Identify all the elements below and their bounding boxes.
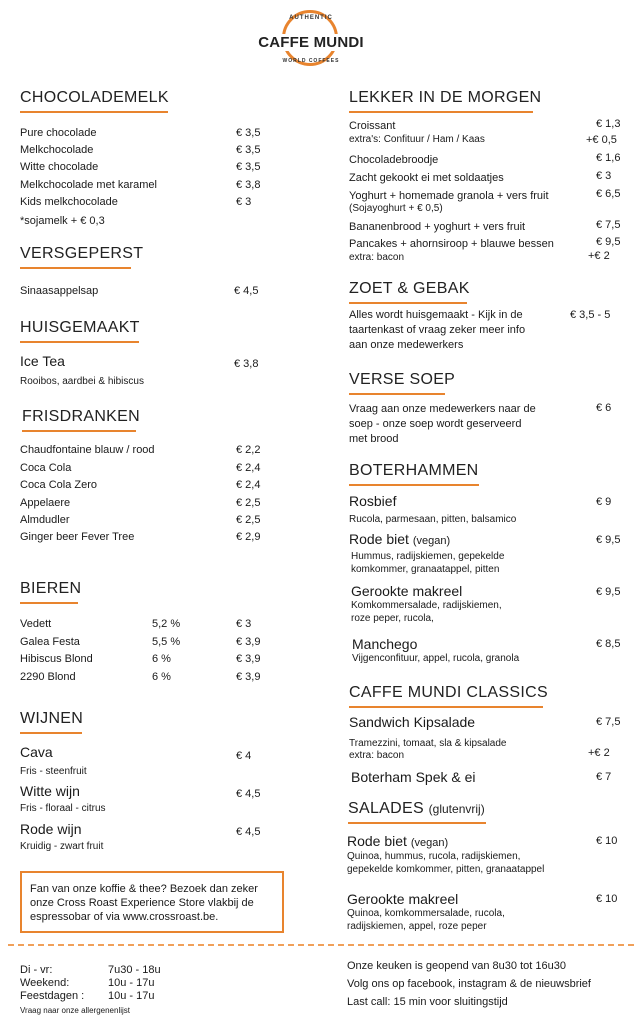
menu-item: Galea Festa xyxy=(20,636,80,648)
menu-price: € 4,5 xyxy=(236,826,261,838)
section-boterhammen-title xyxy=(349,462,479,480)
hours-label: Di - vr: xyxy=(20,964,53,976)
section-title-text: SALADES xyxy=(348,800,424,817)
menu-text-line: taartenkast of vraag zeker meer info xyxy=(349,324,526,336)
menu-item-extra: extra: bacon xyxy=(349,750,405,761)
menu-item: Zacht gekookt ei met soldaatjes xyxy=(349,172,504,184)
section-title-text: HUISGEMAAKT xyxy=(20,319,140,336)
menu-price: € 3,9 xyxy=(236,653,261,665)
section-wijnen-title xyxy=(20,710,83,728)
section-title-text: LEKKER IN DE MORGEN xyxy=(349,89,542,106)
footer-divider xyxy=(8,944,634,946)
menu-text-line: met brood xyxy=(349,433,399,445)
menu-price: € 10 xyxy=(596,835,618,847)
menu-price: € 3,5 xyxy=(236,161,261,173)
section-huisgemaakt-title xyxy=(20,319,140,337)
menu-item: Croissant xyxy=(349,120,396,132)
menu-item-desc: Quinoa, hummus, rucola, radijskiemen, xyxy=(347,851,521,862)
menu-price: € 8,5 xyxy=(596,638,621,650)
menu-price: € 3,5 xyxy=(236,127,261,139)
menu-item: Chocoladebroodje xyxy=(349,154,439,166)
menu-price: € 1,3 xyxy=(596,118,621,130)
menu-text-line: soep - onze soep wordt geserveerd xyxy=(349,418,522,430)
logo-arc-bottom: WORLD COFFEES xyxy=(282,58,340,64)
footer-info: Onze keuken is geopend van 8u30 tot 16u30 xyxy=(347,960,566,972)
glutenvrij-note: (glutenvrij) xyxy=(428,802,485,816)
menu-price: € 9,5 xyxy=(596,236,621,248)
menu-item: Melkchocolade xyxy=(20,144,94,156)
section-title-text: CAFFE MUNDI CLASSICS xyxy=(349,684,548,701)
menu-item: Rosbief xyxy=(349,493,397,509)
menu-price: € 2,4 xyxy=(236,479,261,491)
menu-price: € 6,5 xyxy=(596,188,621,200)
menu-item-extra: (Sojayoghurt + € 0,5) xyxy=(349,203,443,214)
promo-box xyxy=(20,871,284,933)
title-underline xyxy=(20,732,82,734)
menu-price: € 6 xyxy=(596,402,612,414)
menu-price: € 3,5 xyxy=(236,144,261,156)
section-title-text: CHOCOLADEMELK xyxy=(20,89,169,106)
menu-item-name: Rode biet xyxy=(349,531,409,547)
menu-text-line: aan onze medewerkers xyxy=(349,339,464,351)
menu-item: Pancakes + ahornsiroop + blauwe bessen xyxy=(349,238,554,250)
menu-price: € 3 xyxy=(236,196,252,208)
menu-item: Witte wijn xyxy=(20,783,80,799)
title-underline xyxy=(349,302,467,304)
menu-price: € 1,6 xyxy=(596,152,621,164)
menu-price: € 4 xyxy=(236,750,252,762)
title-underline xyxy=(349,484,479,486)
section-salades-title xyxy=(348,800,485,818)
menu-price: € 2,5 xyxy=(236,497,261,509)
section-title-text: ZOET & GEBAK xyxy=(349,280,470,297)
menu-price: € 3,5 - 5 xyxy=(570,309,611,321)
menu-extra-price: +€ 2 xyxy=(588,747,610,759)
menu-price: € 3,8 xyxy=(236,179,261,191)
menu-item: Manchego xyxy=(352,636,418,652)
menu-price: € 7 xyxy=(596,771,612,783)
menu-extra-price: +€ 0,5 xyxy=(586,134,617,146)
section-title-text: WIJNEN xyxy=(20,710,84,727)
menu-item: 2290 Blond xyxy=(20,671,76,683)
menu-abv: 6 % xyxy=(152,671,171,683)
menu-item: Sinaasappelsap xyxy=(20,285,99,297)
menu-item-desc: Komkommersalade, radijskiemen, xyxy=(351,600,502,611)
section-title-text: BOTERHAMMEN xyxy=(349,462,479,479)
menu-price: € 9 xyxy=(596,496,612,508)
hours-label: Feestdagen : xyxy=(20,990,85,1002)
section-zoet-title xyxy=(349,280,470,298)
section-versgeperst-title xyxy=(20,245,143,263)
menu-item-desc: roze peper, rucola, xyxy=(351,613,434,624)
logo-arc-top: AUTHENTIC xyxy=(289,15,333,21)
section-classics-title xyxy=(349,684,548,702)
menu-price: € 3,9 xyxy=(236,671,261,683)
menu-item-desc: komkommer, granaatappel, pitten xyxy=(351,564,500,575)
title-underline xyxy=(20,341,139,343)
menu-text-line: Vraag aan onze medewerkers naar de xyxy=(349,403,536,415)
menu-price: € 3,9 xyxy=(236,636,261,648)
menu-price: € 2,4 xyxy=(236,462,261,474)
menu-item: Gerookte makreel xyxy=(351,583,463,599)
footer-info: Last call: 15 min voor sluitingstijd xyxy=(347,996,508,1008)
menu-abv: 5,5 % xyxy=(152,636,181,648)
menu-item: Vedett xyxy=(20,618,52,630)
title-underline xyxy=(22,430,136,432)
section-title-text: VERSGEPERST xyxy=(20,245,144,262)
menu-item: Hibiscus Blond xyxy=(20,653,93,665)
hours-label: Weekend: xyxy=(20,977,70,989)
menu-item: Coca Cola Zero xyxy=(20,479,98,491)
title-underline xyxy=(20,602,78,604)
menu-note: *sojamelk + € 0,3 xyxy=(20,215,105,227)
title-underline xyxy=(349,393,445,395)
menu-item-desc: Kruidig - zwart fruit xyxy=(20,841,104,852)
menu-item: Witte chocolade xyxy=(20,161,99,173)
menu-item-extra: extra's: Confituur / Ham / Kaas xyxy=(349,134,485,145)
menu-abv: 5,2 % xyxy=(152,618,181,630)
menu-item: Cava xyxy=(20,744,53,760)
section-title-text: BIEREN xyxy=(20,580,82,597)
menu-extra-price: +€ 2 xyxy=(588,250,610,262)
menu-price: € 2,9 xyxy=(236,531,261,543)
menu-price: € 3 xyxy=(596,170,612,182)
title-underline xyxy=(20,111,168,113)
menu-item-desc: radijskiemen, appel, roze peper xyxy=(347,921,487,932)
section-morgen-title xyxy=(349,89,541,107)
logo-name: CAFFE MUNDI xyxy=(252,34,370,51)
hours-value: 10u - 17u xyxy=(108,977,155,989)
menu-item: Kids melkchocolade xyxy=(20,196,118,208)
menu-item-desc: Tramezzini, tomaat, sla & kipsalade xyxy=(349,738,507,749)
menu-item: Ice Tea xyxy=(20,353,65,369)
menu-price: € 7,5 xyxy=(596,219,621,231)
menu-item: Gerookte makreel xyxy=(347,891,459,907)
menu-price: € 3 xyxy=(236,618,252,630)
menu-item: Almdudler xyxy=(20,514,70,526)
allergen-note: Vraag naar onze allergenenlijst xyxy=(20,1006,130,1015)
menu-item-desc: Fris - steenfruit xyxy=(20,766,87,777)
menu-item-desc: gepekelde komkommer, pitten, granaatappel xyxy=(347,864,545,875)
menu-price: € 4,5 xyxy=(234,285,259,297)
menu-price: € 9,5 xyxy=(596,534,621,546)
section-title-text: FRISDRANKEN xyxy=(22,408,140,425)
menu-item-desc: Rucola, parmesaan, pitten, balsamico xyxy=(349,514,517,525)
section-soep-title xyxy=(349,371,455,389)
title-underline xyxy=(348,822,486,824)
caffe-mundi-logo xyxy=(252,8,370,74)
menu-item: Appelaere xyxy=(20,497,71,509)
menu-item: Coca Cola xyxy=(20,462,72,474)
section-chocolademelk-title xyxy=(20,89,169,107)
menu-item: Yoghurt + homemade granola + vers fruit xyxy=(349,190,549,202)
menu-price: € 2,2 xyxy=(236,444,261,456)
menu-item xyxy=(349,533,450,548)
section-frisdranken-title xyxy=(22,408,140,426)
menu-item: Sandwich Kipsalade xyxy=(349,714,476,730)
menu-item: Rode wijn xyxy=(20,821,82,837)
section-bieren-title xyxy=(20,580,81,598)
menu-item-name: Rode biet xyxy=(347,833,407,849)
menu-price: € 2,5 xyxy=(236,514,261,526)
menu-item-extra: extra: bacon xyxy=(349,252,405,263)
menu-item-desc: Fris - floraal - citrus xyxy=(20,803,106,814)
menu-price: € 3,8 xyxy=(234,358,259,370)
section-title-text: VERSE SOEP xyxy=(349,371,456,388)
title-underline xyxy=(20,267,131,269)
hours-value: 10u - 17u xyxy=(108,990,155,1002)
menu-item: Ginger beer Fever Tree xyxy=(20,531,135,543)
menu-price: € 9,5 xyxy=(596,586,621,598)
menu-item: Bananenbrood + yoghurt + vers fruit xyxy=(349,221,526,233)
promo-text: Fan van onze koffie & thee? Bezoek dan zeker onze Cross Roast Experience Store vlakbij de espressobar of via www.crossroast.be. xyxy=(30,883,258,923)
menu-item-desc: Hummus, radijskiemen, gepekelde xyxy=(351,551,505,562)
menu-price: € 10 xyxy=(596,893,618,905)
menu-item: Pure chocolade xyxy=(20,127,97,139)
menu-item-desc: Vijgenconfituur, appel, rucola, granola xyxy=(352,653,520,664)
footer-info: Volg ons op facebook, instagram & de nieuwsbrief xyxy=(347,978,591,990)
menu-price: € 4,5 xyxy=(236,788,261,800)
menu-item: Melkchocolade met karamel xyxy=(20,179,157,191)
menu-text-line: Alles wordt huisgemaakt - Kijk in de xyxy=(349,309,523,321)
menu-item: Chaudfontaine blauw / rood xyxy=(20,444,155,456)
menu-item-desc: Rooibos, aardbei & hibiscus xyxy=(20,376,144,387)
hours-value: 7u30 - 18u xyxy=(108,964,161,976)
vegan-tag: (vegan) xyxy=(410,837,449,849)
title-underline xyxy=(349,111,533,113)
menu-abv: 6 % xyxy=(152,653,171,665)
menu-price: € 7,5 xyxy=(596,716,621,728)
menu-item: Boterham Spek & ei xyxy=(351,769,476,785)
vegan-tag: (vegan) xyxy=(412,535,451,547)
menu-item-desc: Quinoa, komkommersalade, rucola, xyxy=(347,908,505,919)
title-underline xyxy=(349,706,543,708)
menu-item xyxy=(347,835,448,850)
